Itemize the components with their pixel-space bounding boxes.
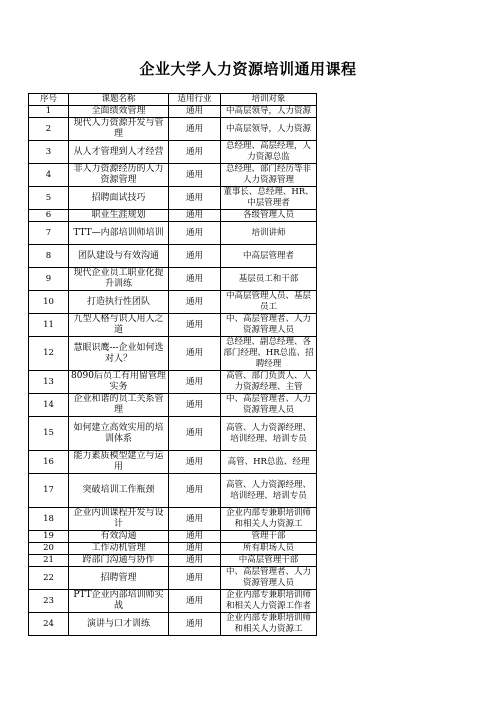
cell-industry: 通用 (169, 268, 221, 291)
cell-industry: 通用 (169, 543, 221, 555)
table-row (29, 567, 317, 590)
cell-course-name: 突破培训工作瓶颈 (69, 474, 169, 508)
cell-course-name: 非人力资源经历的人力资源管理 (69, 164, 169, 187)
cell-industry: 通用 (169, 474, 221, 508)
cell-no: 24 (29, 613, 69, 636)
cell-industry: 通用 (169, 245, 221, 268)
table-row (29, 187, 317, 210)
table-row (29, 590, 317, 613)
cell-audience: 培训讲师 (221, 222, 317, 245)
cell-course-name: 现代人力资源开发与管理 (69, 118, 169, 141)
table-row (29, 543, 317, 555)
cell-no: 7 (29, 222, 69, 245)
cell-audience: 总经理、高层经理，人力资源总监 (221, 141, 317, 164)
cell-industry: 通用 (169, 531, 221, 543)
table-row (29, 474, 317, 508)
table-row (29, 337, 317, 371)
cell-course-name: 全面绩效管理 (69, 106, 169, 118)
cell-no: 23 (29, 590, 69, 613)
table-row (29, 613, 317, 636)
cell-industry: 通用 (169, 222, 221, 245)
cell-no: 1 (29, 106, 69, 118)
cell-no: 15 (29, 417, 69, 451)
cell-audience: 总经理、副总经理、各部门经理、HR总监、招聘经理 (221, 337, 317, 371)
cell-industry: 通用 (169, 141, 221, 164)
table-row (29, 291, 317, 314)
cell-course-name: 打造执行性团队 (69, 291, 169, 314)
cell-audience: 高管、人力资源经理、培训经理、培训专员 (221, 417, 317, 451)
table-header-row (29, 94, 317, 106)
cell-no: 2 (29, 118, 69, 141)
cell-no: 3 (29, 141, 69, 164)
cell-industry: 通用 (169, 417, 221, 451)
cell-course-name: 工作动机管理 (69, 543, 169, 555)
table-row (29, 245, 317, 268)
cell-industry: 通用 (169, 508, 221, 531)
cell-course-name: 从人才管理到人才经营 (69, 141, 169, 164)
cell-industry: 通用 (169, 394, 221, 417)
cell-industry: 通用 (169, 371, 221, 394)
cell-industry: 通用 (169, 164, 221, 187)
cell-industry: 通用 (169, 291, 221, 314)
cell-industry: 通用 (169, 187, 221, 210)
table-row (29, 508, 317, 531)
cell-no: 18 (29, 508, 69, 531)
cell-audience: 企业内部专兼职培训师和相关人力资源工作者 (221, 590, 317, 613)
cell-course-name: 九型人格与识人用人之道 (69, 314, 169, 337)
cell-no: 22 (29, 567, 69, 590)
cell-no: 6 (29, 210, 69, 222)
cell-audience: 总经理、部门经历等非人力资源管理 (221, 164, 317, 187)
header-audience: 培训对象 (221, 94, 317, 106)
cell-course-name: 有效沟通 (69, 531, 169, 543)
cell-audience: 中、高层管理者、人力资源管理人员 (221, 314, 317, 337)
cell-course-name: 现代企业员工职业化提升训练 (69, 268, 169, 291)
table-row (29, 210, 317, 222)
cell-course-name: 演讲与口才训练 (69, 613, 169, 636)
header-no: 序号 (29, 94, 69, 106)
cell-audience: 中高层管理者 (221, 245, 317, 268)
cell-audience: 中高层管理干部 (221, 555, 317, 567)
cell-industry: 通用 (169, 337, 221, 371)
cell-industry: 通用 (169, 613, 221, 636)
cell-audience: 各级管理人员 (221, 210, 317, 222)
cell-course-name: 如何建立高效实用的培训体系 (69, 417, 169, 451)
table-row (29, 118, 317, 141)
header-industry: 适用行业 (169, 94, 221, 106)
cell-industry: 通用 (169, 314, 221, 337)
cell-no: 12 (29, 337, 69, 371)
cell-industry: 通用 (169, 118, 221, 141)
table-row (29, 106, 317, 118)
cell-industry: 通用 (169, 106, 221, 118)
table-row (29, 371, 317, 394)
cell-course-name: 团队建设与有效沟通 (69, 245, 169, 268)
cell-no: 17 (29, 474, 69, 508)
cell-industry: 通用 (169, 210, 221, 222)
cell-course-name: 能力素质模型建立与运用 (69, 451, 169, 474)
cell-audience: 董事长、总经理、HR、中层管理者 (221, 187, 317, 210)
cell-course-name: 企业和谐的员工关系管理 (69, 394, 169, 417)
cell-audience: 企业内部专兼职培训师和相关人力资源工 (221, 613, 317, 636)
table-row (29, 268, 317, 291)
cell-no: 20 (29, 543, 69, 555)
table-row (29, 222, 317, 245)
cell-audience: 高管、人力资源经理、培训经理、培训专员 (221, 474, 317, 508)
table-row (29, 531, 317, 543)
cell-audience: 中高层领导，人力资源 (221, 118, 317, 141)
cell-course-name: PTT企业内部培训师实战 (69, 590, 169, 613)
table-body (29, 106, 317, 636)
table-row (29, 164, 317, 187)
cell-audience: 中、高层管理者、人力资源管理人员 (221, 394, 317, 417)
cell-industry: 通用 (169, 451, 221, 474)
cell-no: 16 (29, 451, 69, 474)
cell-audience: 企业内部专兼职培训师和相关人力资源工 (221, 508, 317, 531)
table-row (29, 141, 317, 164)
cell-industry: 通用 (169, 567, 221, 590)
cell-no: 13 (29, 371, 69, 394)
table-row (29, 314, 317, 337)
cell-industry: 通用 (169, 555, 221, 567)
cell-course-name: 跨部门沟通与协作 (69, 555, 169, 567)
cell-no: 11 (29, 314, 69, 337)
cell-no: 4 (29, 164, 69, 187)
cell-course-name: 慧眼识鹰---企业如何选对人？ (69, 337, 169, 371)
table-row (29, 555, 317, 567)
cell-no: 9 (29, 268, 69, 291)
cell-no: 21 (29, 555, 69, 567)
cell-course-name: TTT—内部培训师培训 (69, 222, 169, 245)
cell-course-name: 招聘面试技巧 (69, 187, 169, 210)
cell-course-name: 招聘管理 (69, 567, 169, 590)
cell-industry: 通用 (169, 590, 221, 613)
cell-no: 5 (29, 187, 69, 210)
cell-course-name: 职业生涯规划 (69, 210, 169, 222)
cell-audience: 基层员工和干部 (221, 268, 317, 291)
page-title: 企业大学人力资源培训通用课程 (139, 60, 357, 78)
cell-audience: 高管、部门负责人、人力资源经理、主管 (221, 371, 317, 394)
cell-audience: 中、高层管理者、人力资源管理人员 (221, 567, 317, 590)
cell-no: 10 (29, 291, 69, 314)
cell-audience: 中高层领导，人力资源 (221, 106, 317, 118)
cell-audience: 高管、HR总监、经理 (221, 451, 317, 474)
table-row (29, 451, 317, 474)
cell-course-name: 企业内训课程开发与设计 (69, 508, 169, 531)
table-row (29, 394, 317, 417)
cell-no: 8 (29, 245, 69, 268)
cell-audience: 中高层管理人员、基层员工 (221, 291, 317, 314)
cell-no: 14 (29, 394, 69, 417)
cell-audience: 管理干部 (221, 531, 317, 543)
course-table (28, 93, 317, 636)
cell-course-name: 8090后员工有用留管理实务 (69, 371, 169, 394)
table-row (29, 417, 317, 451)
cell-no: 19 (29, 531, 69, 543)
header-course-name: 课题名称 (69, 94, 169, 106)
cell-audience: 所有职场人员 (221, 543, 317, 555)
